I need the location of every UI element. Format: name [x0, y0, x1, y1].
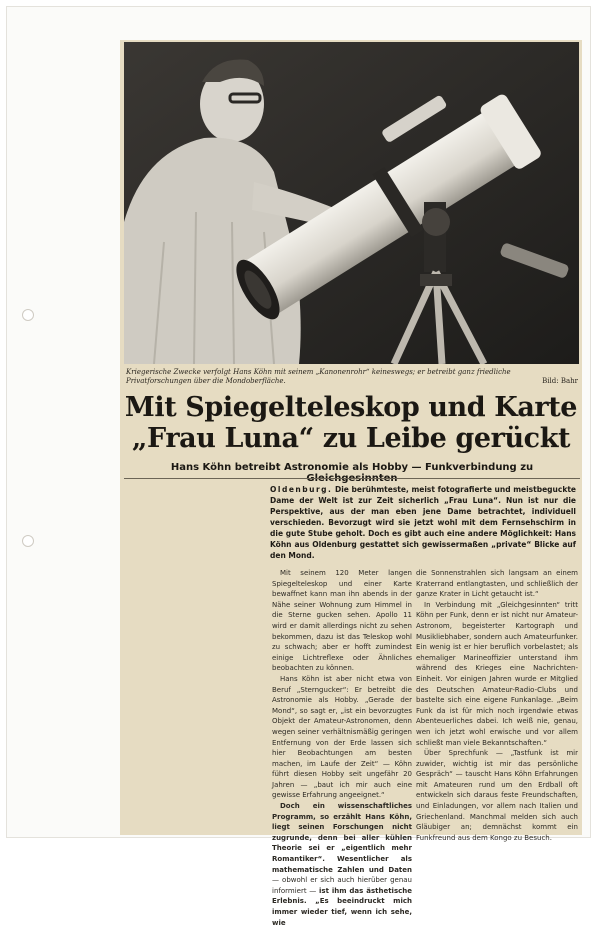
punch-hole-top: [22, 309, 34, 321]
headline-line-2: „Frau Luna“ zu Leibe gerückt: [131, 423, 571, 454]
punch-hole-bottom: [22, 535, 34, 547]
dateline: Oldenburg.: [270, 485, 333, 494]
headline: [124, 392, 578, 454]
headline-line-1: Mit Spiegelteleskop und Karte: [124, 392, 578, 423]
column-1-bold-text-b: ist ihm das ästhetische Erlebnis. „Es beeindruckt mich immer wieder tief, wenn ich sehe, wie: [272, 886, 412, 927]
column-2-paragraph-3: Über Sprechfunk — „Tastfunk ist mir zuwider, wichtig ist mir das persönliche Gespräch“ — tauscht Hans Köhn Erfahrungen mit Amateuren rund um den Erdball oft entwickeln sich daraus feste Freundschaften, und Einladungen, vor allem nach Italien und Griechenland. Manchmal melden sich auch Gläubiger an; demnächst kommt ein Funkfreund aus dem Kongo zu Besuch.: [416, 749, 578, 842]
photo-credit: Bild: Bahr: [542, 377, 578, 385]
column-1-plain-text: — obwohl er sich auch hierüber genau informiert —: [272, 876, 412, 895]
column-1-bold-text-a: Doch ein wissenschaftliches Programm, so erzählt Hans Köhn, liegt seinen Forschungen nicht zugrunde, denn bei aller kühlen Theorie sei er „eigentlich mehr Romantiker“. Wesentlicher als mathematische Zahlen und Daten: [272, 802, 412, 874]
lead-paragraph: [270, 484, 576, 561]
article-column-1: [272, 568, 412, 928]
column-2-paragraph-1: die Sonnenstrahlen sich langsam an einem Kraterrand entlangtasten, und schließlich der ganze Krater in Licht getaucht ist.“: [416, 569, 578, 599]
column-1-paragraph-3: [272, 801, 412, 928]
photo-image: [124, 42, 579, 364]
photo-caption: [126, 368, 578, 386]
column-1-paragraph-2: Hans Köhn ist aber nicht etwa von Beruf „Sterngucker“: Er betreibt die Astronomie als Hobby. „Gerade der Mond“, so sagt er, „ist ein bevorzugtes Objekt der Amateur-Astronomen, denn wegen seiner verhältnismäßig geringen Entfernung von der Erde lassen sich hier Beobachtungen am besten machen, im Laufe der Zeit“ — Köhn führt diesen Hobby seit ungefähr 20 Jahren — „baut ich mir auch eine gewisse Erfahrung angeeignet.“: [272, 674, 412, 800]
column-2-paragraph-2: In Verbindung mit „Gleichgesinnten“ tritt Köhn per Funk, denn er ist nicht nur Amateur-Astronom, begeisterter Kartograph und Musikliebhaber, sondern auch Amateurfunker. Ein wenig ist er hier beruflich vorbelastet; als ehemaliger Marineoffizier unterstand ihm während des Krieges eine Nachrichten-Einheit. Vor einigen Jahren wurde er Mitglied des Deutschen Amateur-Radio-Clubs und bastelte sich eine eigene Funkanlage. „Beim Funk da ist für mich noch irgendwie etwas Abenteuerliches dabei. Ich weiß nie, genau, wen ich jetzt wohl erwische und vor allem schließt man viele Bekanntschaften.“: [416, 600, 578, 747]
caption-text: Kriegerische Zwecke verfolgt Hans Köhn mit seinem „Kanonenrohr“ keineswegs; er betreibt ganz friedliche Privatforschungen über die Mondoberfläche.: [126, 368, 511, 385]
subheadline: Hans Köhn betreibt Astronomie als Hobby — Funkverbindung zu: [170, 462, 534, 473]
article-column-2: [416, 568, 578, 843]
divider-rule: [124, 478, 580, 479]
telescope-photo: [124, 42, 579, 364]
column-1-paragraph-1: Mit seinem 120 Meter langen Spiegelteleskop und einer Karte bewaffnet kann man ihn abends in der Nähe seiner Wohnung zum Himmel in die Sterne gucken sehen. Apollo 11 wird er damit allerdings nicht zu sehen bekommen, dazu ist das Teleskop wohl zu schwach; aber er hofft zumindest einige Lichtreflexe oder Ähnliches beobachten zu können.: [272, 569, 412, 673]
lead-text: Die berühmteste, meist fotografierte und meistbeguckte Dame der Welt ist zur Zeit sicherlich „Frau Luna“. Nun ist nur die Perspektive, aus der man eben jene Dame betrachtet, individuell verschieden. Bevorzugt wird sie jetzt wohl mit dem Fernsehschirm in die gute Stube geholt. Doch es gibt auch eine andere Möglichkeit: Hans Köhn aus Oldenburg gestattet sich gewissermaßen „private“ Blicke auf den Mond.: [270, 485, 576, 560]
